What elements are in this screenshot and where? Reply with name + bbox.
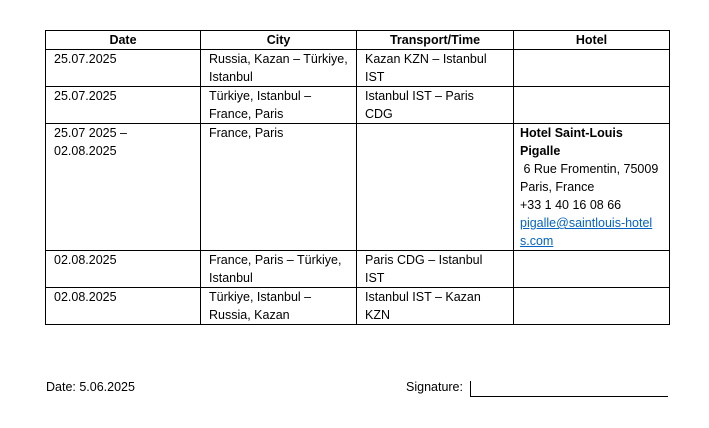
city-cell: France, Paris – Türkiye, Istanbul [201, 251, 357, 288]
hotel-cell [514, 50, 670, 87]
signature-line[interactable] [470, 381, 668, 397]
hotel-email-link[interactable]: pigalle@saintlouis-hotels.com [520, 216, 653, 248]
hotel-cell [514, 288, 670, 325]
table-row [46, 124, 670, 251]
date-cell: 25.07 2025 – 02.08.2025 [46, 124, 201, 251]
city-cell: France, Paris [201, 124, 357, 251]
hotel-name: Hotel Saint-Louis Pigalle [520, 126, 623, 158]
table-row [46, 288, 670, 325]
city-cell: Türkiye, Istanbul – France, Paris [201, 87, 357, 124]
transport-cell: Kazan KZN – Istanbul IST [357, 50, 514, 87]
transport-cell [357, 124, 514, 251]
hotel-cell [514, 251, 670, 288]
transport-cell: Istanbul IST – Kazan KZN [357, 288, 514, 325]
signature-label: Signature: [406, 380, 463, 394]
footer-date: Date: 5.06.2025 [46, 380, 135, 394]
hotel-cell [514, 87, 670, 124]
transport-cell: Paris CDG – Istanbul IST [357, 251, 514, 288]
hotel-address: 6 Rue Fromentin, 75009 Paris, France [520, 162, 662, 194]
header-transport-time: Transport/Time [357, 31, 514, 50]
transport-cell: Istanbul IST – Paris CDG [357, 87, 514, 124]
header-date: Date [46, 31, 201, 50]
hotel-cell [514, 124, 670, 251]
city-cell: Türkiye, Istanbul – Russia, Kazan [201, 288, 357, 325]
table-row [46, 50, 670, 87]
table-row [46, 251, 670, 288]
date-cell: 25.07.2025 [46, 87, 201, 124]
date-cell: 25.07.2025 [46, 50, 201, 87]
hotel-phone: +33 1 40 16 08 66 [520, 198, 622, 212]
header-city: City [201, 31, 357, 50]
table-header-row [46, 31, 670, 50]
date-cell: 02.08.2025 [46, 251, 201, 288]
table-row [46, 87, 670, 124]
itinerary-table [45, 30, 670, 325]
header-hotel: Hotel [514, 31, 670, 50]
city-cell: Russia, Kazan – Türkiye, Istanbul [201, 50, 357, 87]
date-cell: 02.08.2025 [46, 288, 201, 325]
